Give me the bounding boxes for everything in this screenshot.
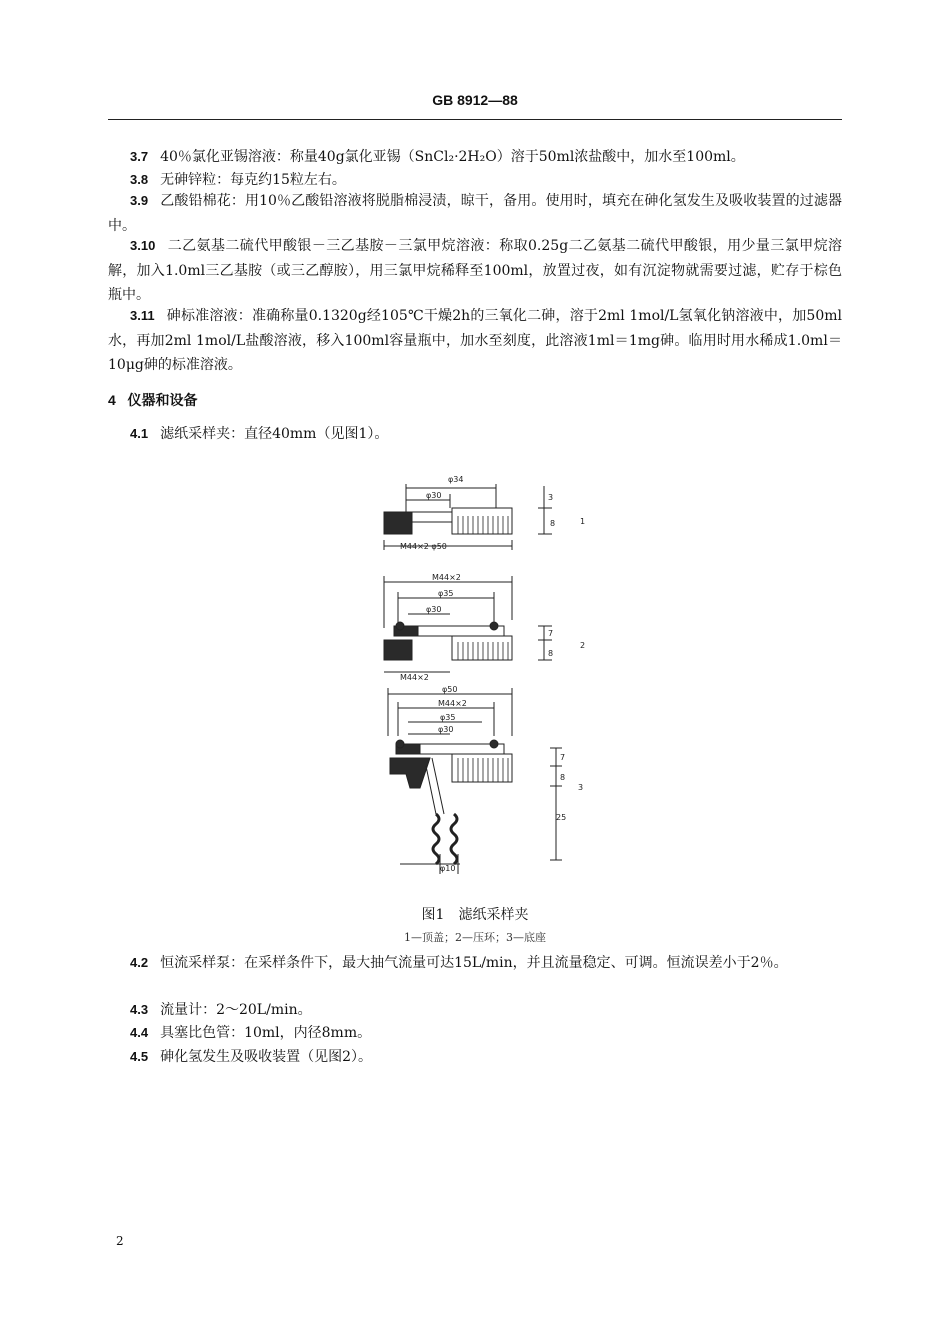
clause-number: 3.11 <box>130 308 155 323</box>
figure-legend: 1—顶盖；2—压环；3—底座 <box>404 931 546 944</box>
clause-text: 40％氯化亚锡溶液：称量40g氯化亚锡（SnCl₂·2H₂O）溶于50ml浓盐酸中，加水至100ml。 <box>160 149 745 165</box>
clause-text: 砷化氢发生及吸收装置（见图2）。 <box>160 1049 372 1065</box>
clause-number: 3.7 <box>130 149 149 164</box>
part-label-2: 2 <box>580 641 586 650</box>
header-divider <box>108 119 842 120</box>
dim-phi50: φ50 <box>442 685 458 694</box>
clause-text: 流量计：2～20L/min。 <box>160 1002 312 1018</box>
dim-7-ring: 7 <box>548 629 554 638</box>
dim-phi34: φ34 <box>448 475 464 484</box>
part-label-1: 1 <box>580 517 586 526</box>
dim-phi35-base: φ35 <box>440 713 456 722</box>
dim-m44x2-ring-bottom: M44×2 <box>400 673 429 682</box>
dim-8-ring: 8 <box>548 649 554 658</box>
dim-phi35-ring: φ35 <box>438 589 454 598</box>
clause-text: 乙酸铅棉花：用10％乙酸铅溶液将脱脂棉浸渍，晾干，备用。使用时，填充在砷化氢发生及吸收装置的过滤器中。 <box>108 193 842 234</box>
part-1-top-cap <box>384 484 552 550</box>
clause-4-4 <box>108 1021 842 1046</box>
figure-caption: 图1 滤纸采样夹 <box>421 907 529 923</box>
dim-phi30-ring: φ30 <box>426 605 442 614</box>
clause-text: 二乙氨基二硫代甲酸银－三乙基胺－三氯甲烷溶液：称取0.25g二乙氨基二硫代甲酸银，用少量三氯甲烷溶解，加入1.0ml三乙基胺（或三乙醇胺），用三氯甲烷稀释至100ml，放置过夜，如有沉淀物就需要过滤，贮存于棕色瓶中。 <box>108 238 842 303</box>
clause-3-7 <box>108 145 842 170</box>
dim-7-base: 7 <box>560 753 566 762</box>
clause-text: 砷标准溶液：准确称量0.1320g经105℃干燥2h的三氧化二砷，溶于2ml 1mol/L氢氧化钠溶液中，加50ml水，再加2ml 1mol/L盐酸溶液，移入100ml容量瓶中，加水至刻度，此溶液1ml＝1mg砷。临用时用水稀成1.0ml＝10μg砷的标准溶液。 <box>108 308 842 373</box>
clause-number: 4.2 <box>130 955 149 970</box>
page-number: 2 <box>116 1234 124 1248</box>
clause-3-10 <box>108 234 842 308</box>
dim-phi30-cap: φ30 <box>426 491 442 500</box>
clause-3-9 <box>108 189 842 238</box>
dim-phi10: φ10 <box>440 864 456 873</box>
clause-number: 4.3 <box>130 1002 149 1017</box>
clause-text: 具塞比色管：10ml，内径8mm。 <box>160 1025 372 1041</box>
clause-number: 3.10 <box>130 238 156 253</box>
dim-phi30-base: φ30 <box>438 725 454 734</box>
part-2-pressure-ring <box>384 576 552 672</box>
dim-8-cap: 8 <box>550 519 556 528</box>
document-header: GB 8912—88 <box>432 92 518 108</box>
clause-4-2 <box>108 951 842 976</box>
clause-number: 3.9 <box>130 193 149 208</box>
section-heading <box>108 390 197 410</box>
clause-4-5 <box>108 1045 842 1070</box>
section-title: 仪器和设备 <box>127 392 198 408</box>
clause-number: 4.4 <box>130 1025 149 1040</box>
clause-4-1 <box>108 422 842 447</box>
dim-25: 25 <box>556 813 567 822</box>
part-3-base <box>388 688 562 874</box>
clause-number: 3.8 <box>130 172 149 187</box>
clause-number: 4.1 <box>130 426 149 441</box>
dim-m44x2-phi50: M44×2 φ50 <box>400 542 447 551</box>
dim-m44x2-ring: M44×2 <box>432 573 461 582</box>
clause-number: 4.5 <box>130 1049 149 1064</box>
clause-text: 无砷锌粒：每克约15粒左右。 <box>160 172 346 188</box>
dim-8-base: 8 <box>560 773 566 782</box>
section-number: 4 <box>108 392 116 408</box>
dim-3: 3 <box>548 493 554 502</box>
clause-text: 恒流采样泵：在采样条件下，最大抽气流量可达15L/min，并且流量稳定、可调。恒流误差小于2％。 <box>160 955 788 971</box>
figure-filter-holder-drawing <box>370 468 600 878</box>
dim-m44x2-base: M44×2 <box>438 699 467 708</box>
part-label-3: 3 <box>578 783 584 792</box>
clause-4-3 <box>108 998 842 1023</box>
clause-3-11 <box>108 304 842 378</box>
clause-text: 滤纸采样夹：直径40mm（见图1）。 <box>160 426 389 442</box>
